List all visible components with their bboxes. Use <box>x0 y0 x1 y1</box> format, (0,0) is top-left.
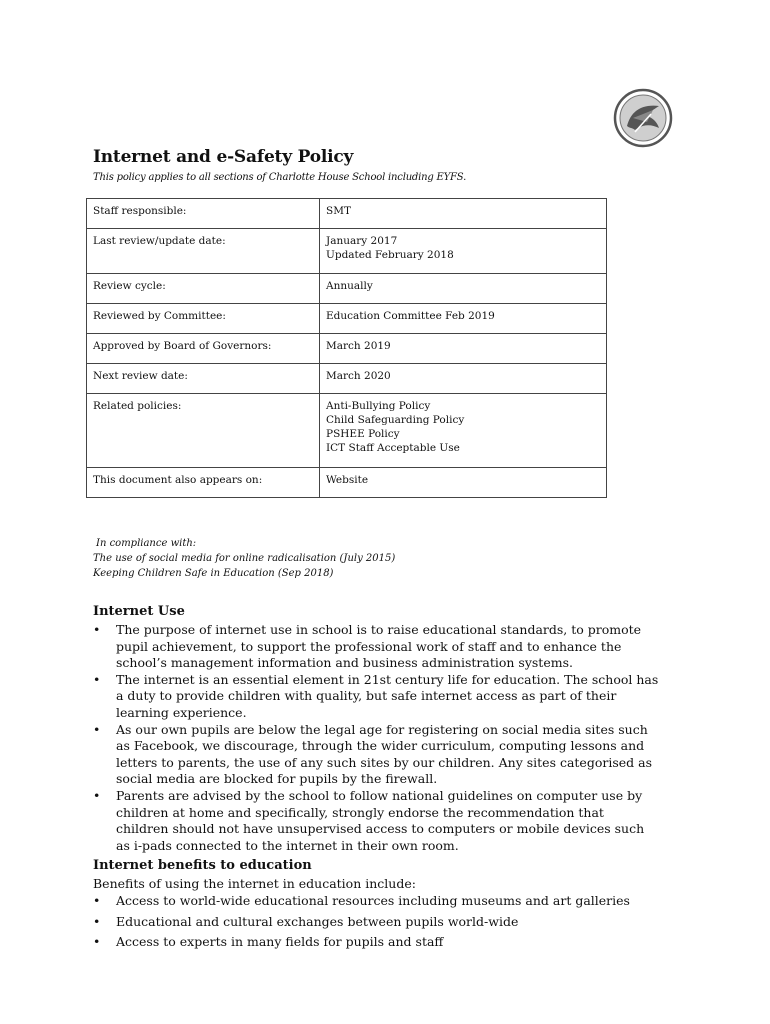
table-label: This document also appears on: <box>87 468 320 498</box>
bullet-icon: • <box>93 787 101 803</box>
policy-scope-subtitle: This policy applies to all sections of Charlotte House School including EYFS. <box>93 172 467 183</box>
table-row <box>87 334 607 364</box>
compliance-item: The use of social media for online radicalisation (July 2015) <box>93 553 396 564</box>
list-item: • Educational and cultural exchanges between pupils world-wide <box>93 913 519 929</box>
table-label: Approved by Board of Governors: <box>87 334 320 364</box>
benefits-list <box>93 893 659 951</box>
table-row <box>87 274 607 304</box>
table-value: March 2020 <box>320 364 607 394</box>
list-item: • Parents are advised by the school to follow national guidelines on computer use by children at home and specifically, strongly endorse the recommendation that children should not have unsupervised access to computers or mobile devices such as i-pads connected to the internet in their own room. <box>93 787 645 853</box>
benefits-heading: Internet benefits to education <box>93 858 312 873</box>
table-label: Staff responsible: <box>87 199 320 229</box>
bullet-icon: • <box>93 893 101 908</box>
list-item: • The internet is an essential element in 21st century life for education. The school has a duty to provide children with quality, but safe internet access as part of their learning experience. <box>93 671 659 720</box>
table-label: Next review date: <box>87 364 320 394</box>
school-crest-icon <box>613 88 673 148</box>
benefits-intro: Benefits of using the internet in education include: <box>93 876 416 891</box>
table-row <box>87 468 607 498</box>
list-item: • Access to world-wide educational resources including museums and art galleries <box>93 893 630 908</box>
table-label: Last review/update date: <box>87 229 320 274</box>
table-row <box>87 199 607 229</box>
bullet-icon: • <box>93 671 101 687</box>
table-value: Anti-Bullying Policy Child Safeguarding Policy PSHEE Policy ICT Staff Acceptable Use <box>320 394 607 468</box>
compliance-lead: In compliance with: <box>96 538 197 549</box>
policy-info-table <box>86 198 607 498</box>
list-item: • As our own pupils are below the legal age for registering on social media sites such as Facebook, we discourage, through the wider curriculum, computing lessons and letters to parents, the use of any such sites by our children. Any sites categorised as social media are blocked for pupils by the firewall. <box>93 721 652 787</box>
bullet-icon: • <box>93 622 101 637</box>
bullet-icon: • <box>93 934 101 950</box>
page-title: Internet and e-Safety Policy <box>93 147 354 167</box>
table-row <box>87 364 607 394</box>
table-row <box>87 394 607 468</box>
table-label: Related policies: <box>87 394 320 468</box>
compliance-item: Keeping Children Safe in Education (Sep 2018) <box>93 568 334 579</box>
internet-use-heading: Internet Use <box>93 604 185 619</box>
compliance-note <box>93 536 395 581</box>
table-value: March 2019 <box>320 334 607 364</box>
table-row <box>87 304 607 334</box>
table-row <box>87 229 607 274</box>
list-item: • The purpose of internet use in school is to raise educational standards, to promote pupil achievement, to support the professional work of staff and to enhance the school’s management information and business administration systems. <box>93 622 642 671</box>
table-value: Education Committee Feb 2019 <box>320 304 607 334</box>
bullet-icon: • <box>93 721 101 737</box>
internet-use-list <box>93 622 659 854</box>
table-value: Annually <box>320 274 607 304</box>
table-label: Reviewed by Committee: <box>87 304 320 334</box>
table-label: Review cycle: <box>87 274 320 304</box>
table-value: Website <box>320 468 607 498</box>
table-value: January 2017 Updated February 2018 <box>320 229 607 274</box>
list-item: • Access to experts in many fields for pupils and staff <box>93 934 444 950</box>
bullet-icon: • <box>93 913 101 929</box>
table-value: SMT <box>320 199 607 229</box>
